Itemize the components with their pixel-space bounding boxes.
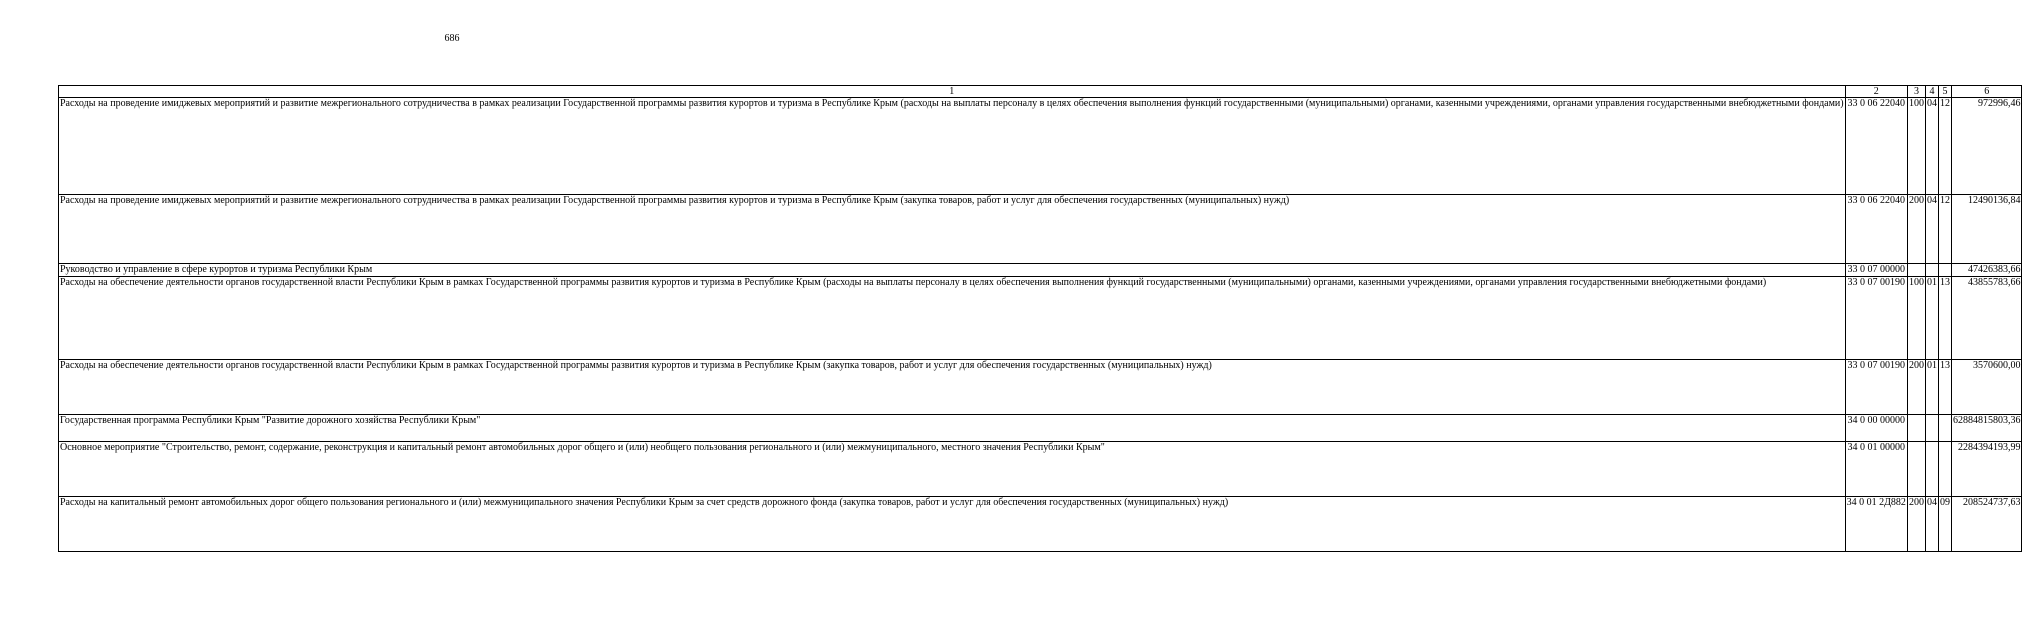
row-amount: 12490136,84: [1951, 195, 2022, 264]
row-target-code: 33 0 07 00190: [1845, 277, 1907, 360]
table-row: [59, 442, 2022, 497]
table-row: [59, 360, 2022, 415]
row-target-code: 33 0 07 00190: [1845, 360, 1907, 415]
table-row: [59, 264, 2022, 277]
row-description: Расходы на обеспечение деятельности органов государственной власти Республики Крым в рамках Государственной программы развития курортов и туризма в Республике Крым (закупка товаров, работ и услуг для обеспечения государственных (муниципальных) нужд): [59, 360, 1846, 415]
row-amount: 208524737,63: [1951, 497, 2022, 552]
row-expense-type: 200: [1907, 360, 1925, 415]
row-description: Основное мероприятие "Строительство, ремонт, содержание, реконструкция и капитальный ремонт автомобильных дорог общего и (или) необщего пользования регионального и (или) межмуниципального, местного значения Республики Крым": [59, 442, 1846, 497]
row-amount: 2284394193,99: [1951, 442, 2022, 497]
row-subsection: [1938, 264, 1951, 277]
row-description: Государственная программа Республики Крым "Развитие дорожного хозяйства Республики Крым": [59, 415, 1846, 442]
column-header-4: 4: [1925, 86, 1938, 98]
row-section: 01: [1925, 360, 1938, 415]
row-section: [1925, 264, 1938, 277]
row-subsection: 09: [1938, 497, 1951, 552]
row-expense-type: [1907, 415, 1925, 442]
column-header-3: 3: [1907, 86, 1925, 98]
row-section: [1925, 415, 1938, 442]
row-section: [1925, 442, 1938, 497]
row-section: 04: [1925, 195, 1938, 264]
row-amount: 3570600,00: [1951, 360, 2022, 415]
row-description: Расходы на проведение имиджевых мероприятий и развитие межрегионального сотрудничества в рамках реализации Государственной программы развития курортов и туризма в Республике Крым (закупка товаров, работ и услуг для обеспечения государственных (муниципальных) нужд): [59, 195, 1846, 264]
row-amount: 972996,46: [1951, 98, 2022, 195]
row-amount: 62884815803,36: [1951, 415, 2022, 442]
row-target-code: 33 0 07 00000: [1845, 264, 1907, 277]
column-header-1: 1: [59, 86, 1846, 98]
row-target-code: 33 0 06 22040: [1845, 195, 1907, 264]
row-description: Руководство и управление в сфере курортов и туризма Республики Крым: [59, 264, 1846, 277]
row-subsection: 12: [1938, 98, 1951, 195]
table-row: [59, 195, 2022, 264]
row-expense-type: 200: [1907, 497, 1925, 552]
column-header-6: 6: [1951, 86, 2022, 98]
row-expense-type: [1907, 264, 1925, 277]
page-number: 686: [444, 33, 460, 44]
row-subsection: 13: [1938, 360, 1951, 415]
row-expense-type: 200: [1907, 195, 1925, 264]
row-amount: 47426383,66: [1951, 264, 2022, 277]
table-row: [59, 415, 2022, 442]
row-description: Расходы на обеспечение деятельности органов государственной власти Республики Крым в рамках Государственной программы развития курортов и туризма в Республике Крым (расходы на выплаты персоналу в целях обеспечения выполнения функций государственными (муниципальными) органами, казенными учреждениями, органами управления государственными внебюджетными фондами): [59, 277, 1846, 360]
row-subsection: [1938, 415, 1951, 442]
table-row: [59, 277, 2022, 360]
row-section: 04: [1925, 98, 1938, 195]
row-expense-type: [1907, 442, 1925, 497]
row-expense-type: 100: [1907, 277, 1925, 360]
row-amount: 43855783,66: [1951, 277, 2022, 360]
row-description: Расходы на капитальный ремонт автомобильных дорог общего пользования регионального и (или) межмуниципального значения Республики Крым за счет средств дорожного фонда (закупка товаров, работ и услуг для обеспечения государственных (муниципальных) нужд): [59, 497, 1846, 552]
row-section: 04: [1925, 497, 1938, 552]
table-row: [59, 497, 2022, 552]
row-description: Расходы на проведение имиджевых мероприятий и развитие межрегионального сотрудничества в рамках реализации Государственной программы развития курортов и туризма в Республике Крым (расходы на выплаты персоналу в целях обеспечения выполнения функций государственными (муниципальными) органами, казенными учреждениями, органами управления государственными внебюджетными фондами): [59, 98, 1846, 195]
row-subsection: [1938, 442, 1951, 497]
column-header-2: 2: [1845, 86, 1907, 98]
table-header-row: [59, 86, 2022, 98]
row-target-code: 34 0 01 00000: [1845, 442, 1907, 497]
row-target-code: 34 0 01 2Д882: [1845, 497, 1907, 552]
row-section: 01: [1925, 277, 1938, 360]
row-target-code: 33 0 06 22040: [1845, 98, 1907, 195]
row-expense-type: 100: [1907, 98, 1925, 195]
budget-table: [58, 85, 2022, 552]
column-header-5: 5: [1938, 86, 1951, 98]
row-subsection: 12: [1938, 195, 1951, 264]
row-target-code: 34 0 00 00000: [1845, 415, 1907, 442]
table-row: [59, 98, 2022, 195]
row-subsection: 13: [1938, 277, 1951, 360]
